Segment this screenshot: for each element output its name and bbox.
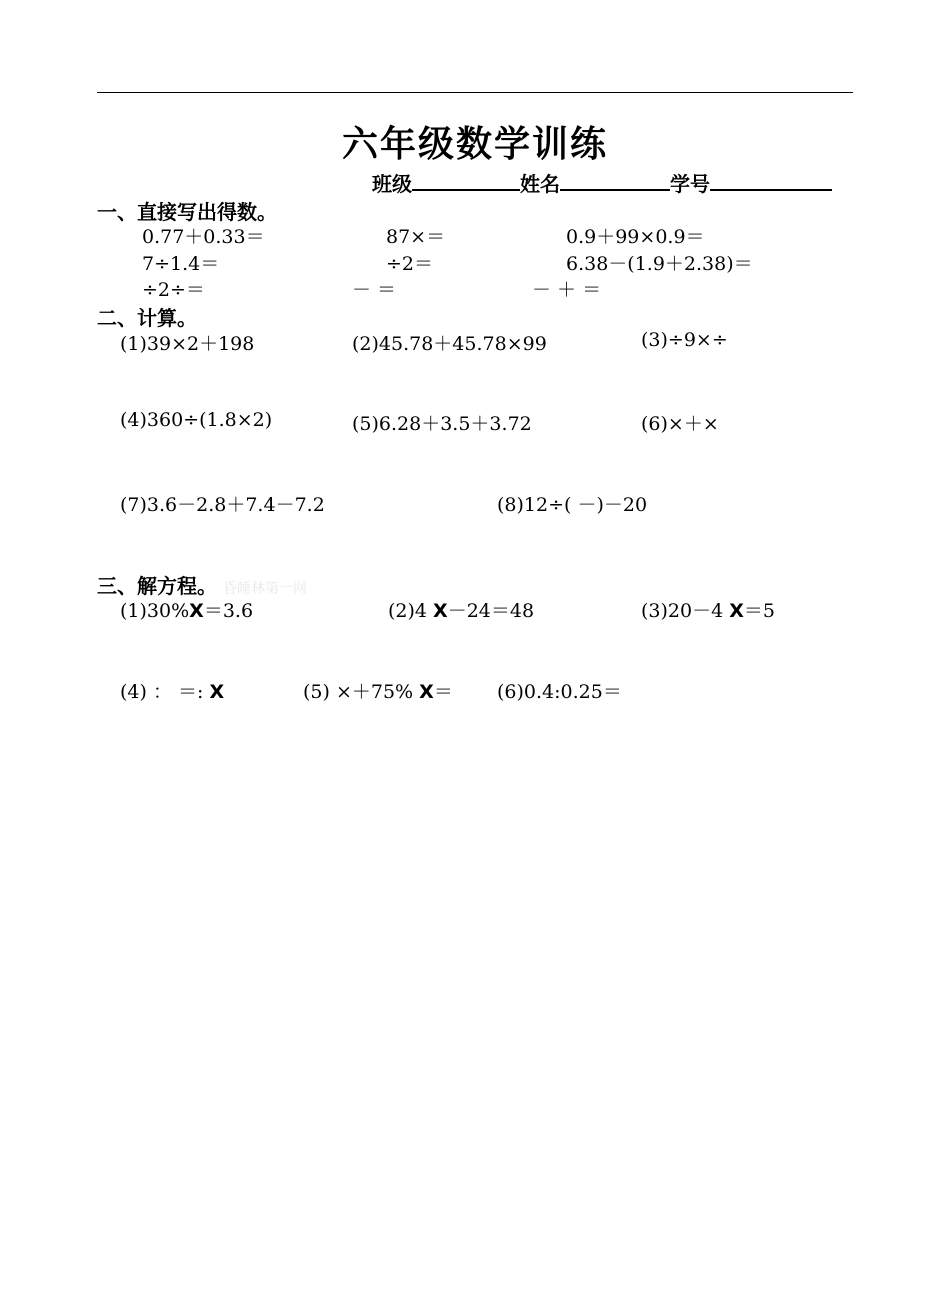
student-info-row: [372, 168, 832, 197]
equation-variable: X: [729, 600, 744, 622]
class-blank: [412, 171, 520, 191]
quick-calc-item: 87×＝: [386, 226, 446, 248]
equation: [303, 677, 453, 704]
calc-problem: (1)39×2＋198: [120, 333, 255, 355]
class-label: 班级: [372, 172, 412, 196]
calc-problem: (7)3.6－2.8＋7.4－7.2: [120, 494, 325, 516]
id-blank: [710, 171, 832, 191]
id-label: 学号: [670, 172, 710, 196]
equation-variable: X: [433, 600, 448, 622]
equation-prefix: (6)0.4:0.25＝: [497, 681, 622, 703]
calc-problem: (6)×＋×: [641, 413, 719, 435]
equation-prefix: (3)20－4: [641, 600, 730, 622]
name-label: 姓名: [520, 172, 560, 196]
equation-suffix: －24＝48: [447, 600, 535, 622]
section-2-heading: 二、计算。: [97, 306, 197, 330]
equation: [120, 677, 224, 704]
quick-calc-item: ÷2÷＝: [142, 279, 205, 301]
calc-problem: (4)360÷(1.8×2): [120, 409, 273, 431]
equation-prefix: (1)30%: [120, 600, 190, 622]
equation-variable: X: [189, 600, 204, 622]
equation: [120, 596, 253, 623]
calc-problem: (3)÷9×÷: [641, 329, 728, 351]
section-3-heading: [97, 570, 307, 599]
equation: [641, 596, 775, 623]
calc-problem: (5)6.28＋3.5＋3.72: [352, 413, 532, 435]
equation-suffix: ＝: [433, 681, 453, 703]
equation-variable: X: [419, 681, 434, 703]
quick-calc-item: 6.38－(1.9＋2.38)＝: [566, 253, 753, 275]
page-title: 六年级数学训练: [341, 124, 608, 165]
calc-problem: (2)45.78＋45.78×99: [352, 333, 547, 355]
quick-calc-item: 7÷1.4＝: [142, 253, 220, 275]
equation-prefix: (5) ×＋75%: [303, 681, 420, 703]
top-rule: [97, 92, 853, 93]
quick-calc-item: － ＋ ＝: [532, 279, 602, 301]
equation: [497, 677, 622, 704]
name-blank: [560, 171, 670, 191]
equation-prefix: (4) ： ＝:: [120, 681, 210, 703]
quick-calc-item: 0.9＋99×0.9＝: [566, 226, 705, 248]
equation-prefix: (2)4: [388, 600, 434, 622]
equation-suffix: ＝5: [743, 600, 775, 622]
section-1-heading: 一、直接写出得数。: [97, 200, 277, 224]
equation-suffix: ＝3.6: [203, 600, 254, 622]
equation: [388, 596, 534, 623]
watermark-text: 昏睡林第一网: [223, 581, 307, 597]
section-3-heading-text: 三、解方程。: [97, 574, 217, 598]
quick-calc-item: － ＝: [352, 279, 397, 301]
quick-calc-item: ÷2＝: [386, 253, 434, 275]
quick-calc-item: 0.77＋0.33＝: [142, 226, 265, 248]
calc-problem: (8)12÷( －)－20: [497, 494, 648, 516]
equation-variable: X: [209, 681, 225, 703]
